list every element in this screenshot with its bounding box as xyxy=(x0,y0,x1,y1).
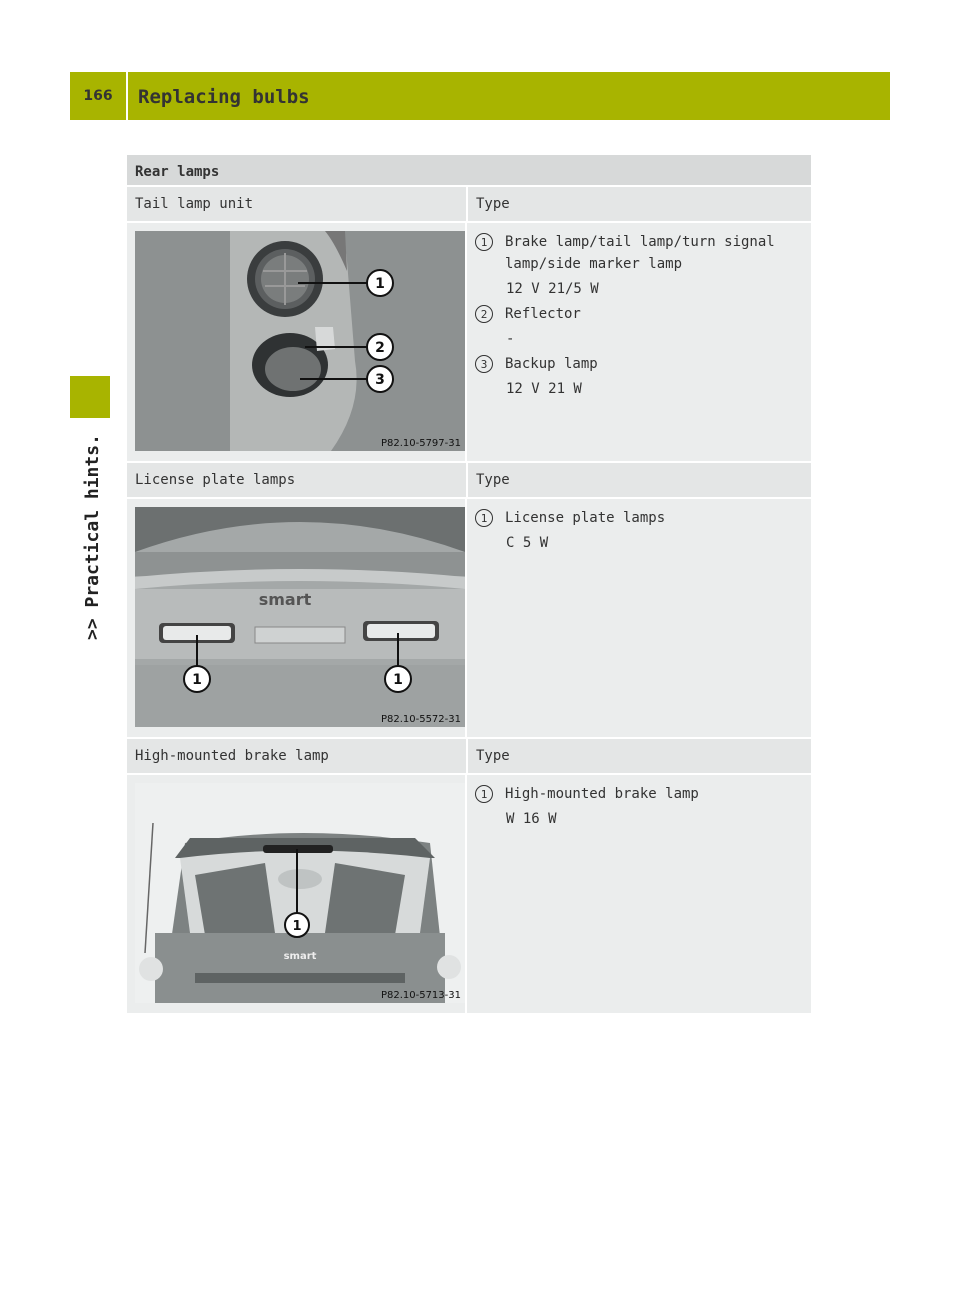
bulb-name: Brake lamp/tail lamp/turn signal lamp/side marker lamp xyxy=(505,234,775,272)
bulb-type: 12 V 21/5 W xyxy=(506,281,599,297)
image-code: P82.10-5713-31 xyxy=(380,990,461,1001)
license-plate-bulb-list xyxy=(467,499,811,737)
bulb-type: W 16 W xyxy=(506,811,557,827)
bulb-type: C 5 W xyxy=(506,535,549,551)
svg-text:1: 1 xyxy=(192,672,202,688)
bulb-type: 12 V 21 W xyxy=(506,381,582,397)
bulb-type: - xyxy=(506,331,515,347)
rear-lamps-table xyxy=(127,155,811,1015)
tail-lamp-image xyxy=(135,231,465,451)
section-body-tail-lamp xyxy=(127,223,811,463)
list-item xyxy=(475,355,811,375)
list-item xyxy=(475,785,811,805)
callout-number: 3 xyxy=(475,355,493,373)
tail-lamp-bulb-list xyxy=(467,223,811,461)
bulb-name: Reflector xyxy=(505,306,581,322)
section-body-high-mounted-brake xyxy=(127,775,811,1015)
header-divider xyxy=(126,72,128,120)
brand-logo: smart xyxy=(283,951,317,962)
callout-number: 1 xyxy=(475,509,493,527)
svg-text:3: 3 xyxy=(375,372,385,388)
svg-text:1: 1 xyxy=(393,672,403,688)
type-label: Type xyxy=(468,463,811,497)
bulb-name: High-mounted brake lamp xyxy=(505,786,699,802)
brand-logo: smart xyxy=(258,590,312,609)
license-plate-lamp-image xyxy=(135,507,465,727)
type-label: Type xyxy=(468,187,811,221)
page-title: Replacing bulbs xyxy=(138,86,310,108)
section-body-license-plate xyxy=(127,499,811,739)
type-label: Type xyxy=(468,739,811,773)
bulb-name: License plate lamps xyxy=(505,510,666,526)
section-label: License plate lamps xyxy=(127,463,468,497)
callout-number: 2 xyxy=(475,305,493,323)
list-item xyxy=(475,233,811,275)
high-mounted-brake-bulb-list xyxy=(467,775,811,1013)
svg-text:1: 1 xyxy=(292,919,302,934)
section-label: High-mounted brake lamp xyxy=(127,739,468,773)
side-tab-label: >> Practical hints. xyxy=(82,434,103,640)
svg-text:2: 2 xyxy=(375,340,385,356)
svg-text:1: 1 xyxy=(375,276,385,292)
callout-number: 1 xyxy=(475,233,493,251)
section-header-license-plate xyxy=(127,463,811,499)
section-label: Tail lamp unit xyxy=(127,187,468,221)
side-tab-marker xyxy=(70,376,110,418)
image-code: P82.10-5797-31 xyxy=(380,438,461,449)
bulb-name: Backup lamp xyxy=(505,356,598,372)
page-number: 166 xyxy=(83,88,113,104)
section-header-high-mounted-brake xyxy=(127,739,811,775)
table-title: Rear lamps xyxy=(127,155,811,187)
list-item xyxy=(475,509,811,529)
callout-number: 1 xyxy=(475,785,493,803)
section-header-tail-lamp xyxy=(127,187,811,223)
high-mounted-brake-lamp-image xyxy=(135,783,465,1003)
list-item xyxy=(475,305,811,325)
image-code: P82.10-5572-31 xyxy=(380,714,461,725)
